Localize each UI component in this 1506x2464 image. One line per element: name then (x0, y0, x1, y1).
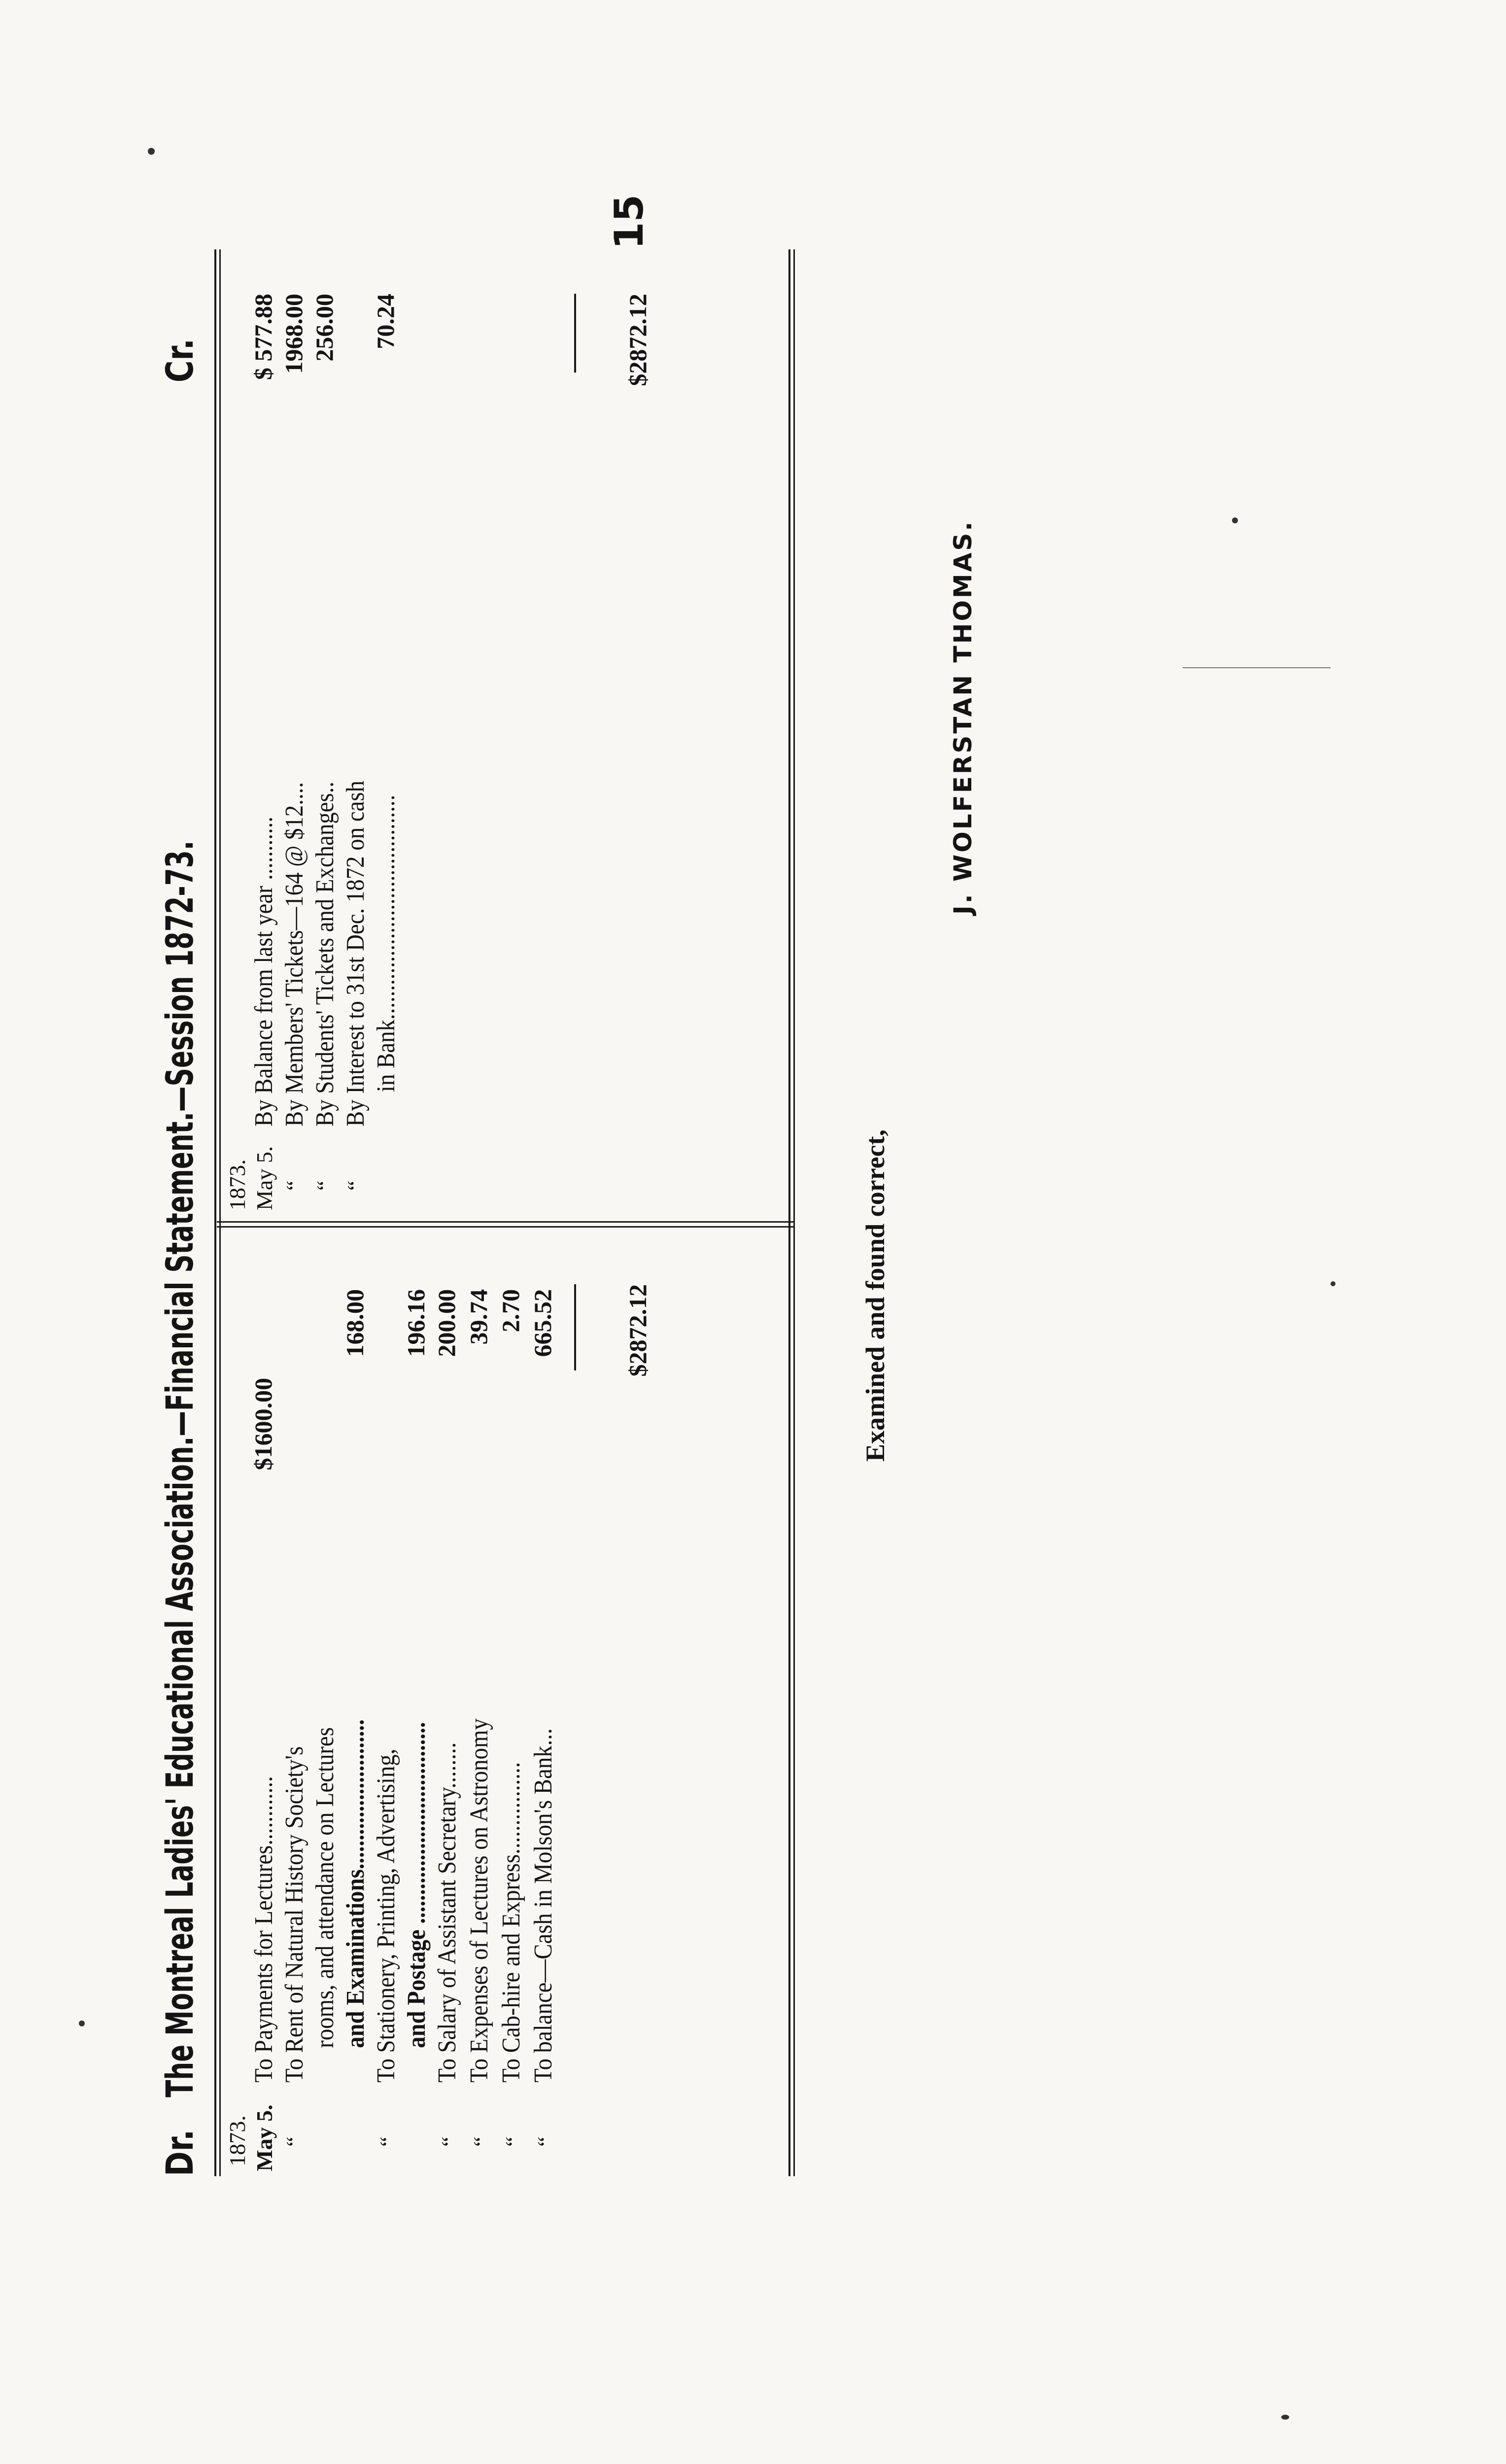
credit-year: 1873. (225, 1159, 250, 1210)
ink-speck (1331, 1281, 1335, 1286)
credit-ditto-2: “ (312, 1180, 337, 1191)
credit-entry-cont: in Bank....................................... (372, 794, 400, 1092)
credit-ditto-1: “ (281, 1180, 307, 1191)
credit-marker: Cr. (158, 338, 202, 382)
debit-amount: 200.00 (433, 1289, 460, 1357)
auditor-signature: J. WOLFERSTAN THOMAS. (949, 519, 977, 915)
debit-entry: To Expenses of Lectures on Astronomy (465, 1718, 493, 2083)
top-rule (214, 249, 216, 2176)
debit-entry-cont: and Examinations.......................... (342, 1719, 370, 2048)
examined-note: Examined and found correct, (860, 1129, 890, 1462)
credit-amount: 256.00 (310, 294, 338, 362)
debit-ditto-5: “ (501, 2136, 526, 2147)
credit-entry: By Members' Tickets—164 @ $12.... (280, 782, 308, 1127)
credit-date: May 5. (252, 1146, 277, 1210)
credit-sum-rule (574, 294, 576, 373)
credit-amount: 70.24 (372, 294, 399, 349)
debit-entry-cont: and Postage ................................... (403, 1722, 431, 2048)
top-rule-inner (219, 249, 221, 2176)
debit-amount: $1600.00 (249, 1378, 277, 1471)
page-number: 15 (606, 194, 652, 249)
debit-total: $2872.12 (624, 1284, 651, 1377)
debit-ditto-4: “ (469, 2136, 494, 2147)
debit-marker: Dr. (158, 2129, 202, 2176)
debit-entry: To Salary of Assistant Secretary........ (433, 1742, 461, 2083)
debit-amount: 168.00 (341, 1289, 369, 1357)
ink-speck (1281, 2415, 1289, 2420)
credit-amount: $ 577.88 (249, 294, 277, 380)
debit-ditto-1: “ (281, 2136, 307, 2147)
debit-amount: 39.74 (465, 1289, 492, 1345)
credit-total: $2872.12 (624, 294, 651, 386)
credit-amount: 1968.00 (280, 294, 308, 374)
center-divider-inner (217, 1221, 793, 1223)
debit-amount: 196.16 (402, 1289, 430, 1357)
debit-entry: To Rent of Natural History Society's (280, 1746, 308, 2083)
credit-entry: By Balance from last year ........... (250, 816, 278, 1127)
bottom-rule (788, 249, 790, 2176)
pencil-mark (1183, 667, 1331, 668)
credit-entry: By Interest to 31st Dec. 1872 on cash (342, 781, 370, 1127)
debit-amount: 2.70 (497, 1289, 524, 1333)
debit-entry: To Cab-hire and Express................ (497, 1762, 525, 2083)
debit-ditto-3: “ (437, 2136, 462, 2147)
center-divider (217, 1226, 793, 1228)
credit-ditto-3: “ (342, 1180, 368, 1191)
debit-amount: 665.52 (529, 1289, 556, 1357)
debit-entry: To Stationery, Printing, Advertising, (372, 1748, 400, 2083)
statement-title: The Montreal Ladies' Educational Association.—Financial Statement.—Session 1872-73. (158, 840, 202, 2097)
debit-year: 1873. (225, 2115, 250, 2166)
debit-entry-cont: rooms, and attendance on Lectures (311, 1727, 339, 2048)
ink-speck (79, 2020, 85, 2026)
debit-ditto-2: “ (375, 2136, 400, 2147)
debit-entry: To balance—Cash in Molson's Bank... (529, 1728, 557, 2083)
debit-sum-rule (574, 1284, 576, 1370)
debit-date: May 5. (252, 2104, 277, 2171)
bottom-rule-inner (793, 249, 795, 2176)
debit-entry: To Payments for Lectures............ (250, 1776, 278, 2083)
debit-ditto-6: “ (533, 2136, 558, 2147)
ink-speck (1232, 517, 1238, 523)
credit-entry: By Students' Tickets and Exchanges.. (311, 781, 339, 1127)
ink-speck (148, 148, 155, 155)
